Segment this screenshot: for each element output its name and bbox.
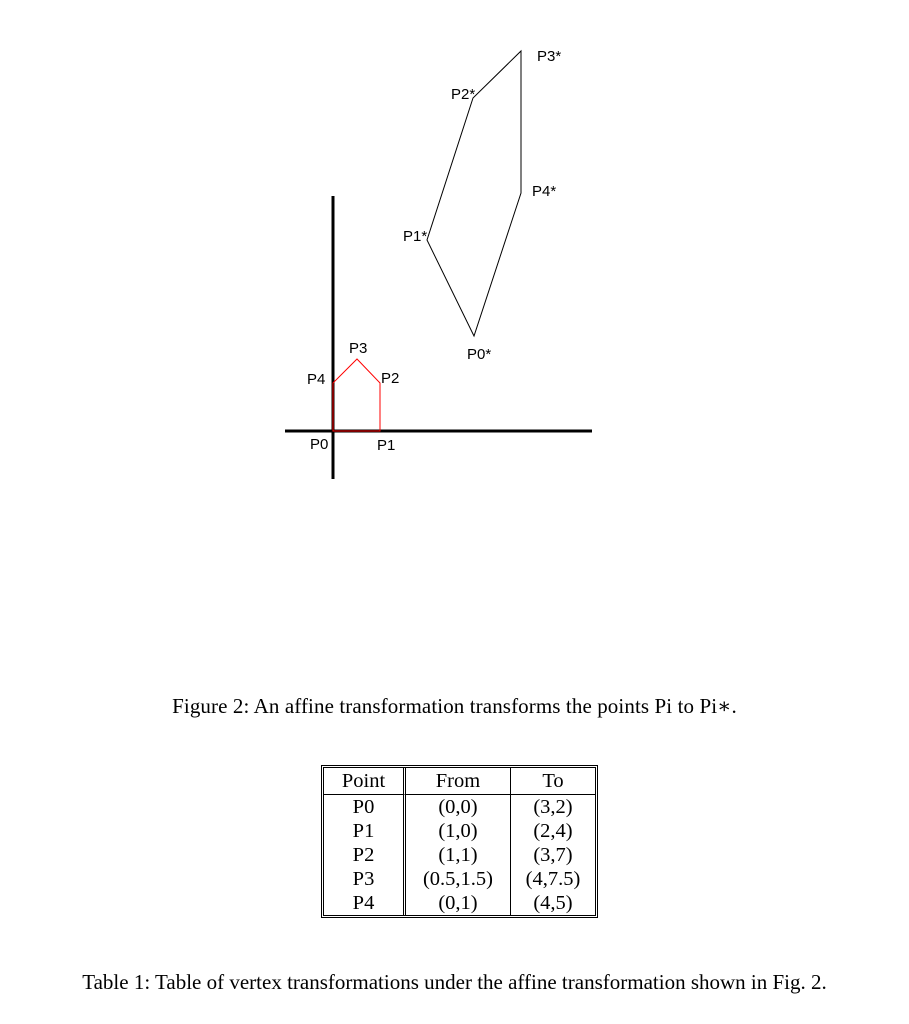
header-from: From [406,768,511,795]
vertex-table [321,765,598,918]
table-row [324,867,595,891]
label-p1: P1 [377,437,396,454]
cell-from: (0.5,1.5) [406,867,511,891]
cell-point: P4 [324,891,406,915]
cell-to: (3,2) [533,796,573,818]
cell-point: P3 [324,867,406,891]
header-point: Point [324,768,406,795]
label-p3: P3 [349,340,368,357]
cell-to: (4,5) [533,892,573,914]
label-p2-star: P2* [451,86,476,103]
label-p3-star: P3* [537,48,562,65]
table-row [324,891,595,915]
table-header-row [324,768,595,795]
cell-to: (3,7) [533,844,573,866]
label-p4-star: P4* [532,183,557,200]
label-p2: P2 [381,370,400,387]
table-row [324,843,595,867]
header-to: To [511,768,595,795]
cell-from: (1,0) [406,819,511,843]
label-p0: P0 [310,436,329,453]
original-polygon [333,359,380,431]
table-row [324,795,595,819]
figure-caption: Figure 2: An affine transformation transforms the points Pi to Pi∗. [172,694,737,718]
label-p1-star: P1* [403,228,428,245]
label-p4: P4 [307,371,326,388]
cell-from: (0,0) [406,795,511,819]
cell-point: P1 [324,819,406,843]
cell-from: (1,1) [406,843,511,867]
table-row [324,819,595,843]
cell-from: (0,1) [406,891,511,915]
cell-point: P0 [324,795,406,819]
cell-point: P2 [324,843,406,867]
cell-to: (2,4) [533,820,573,842]
table-caption: Table 1: Table of vertex transformations under the affine transformation shown in Fig. 2. [82,970,827,994]
label-p0-star: P0* [467,346,492,363]
cell-to: (4,7.5) [525,868,581,890]
